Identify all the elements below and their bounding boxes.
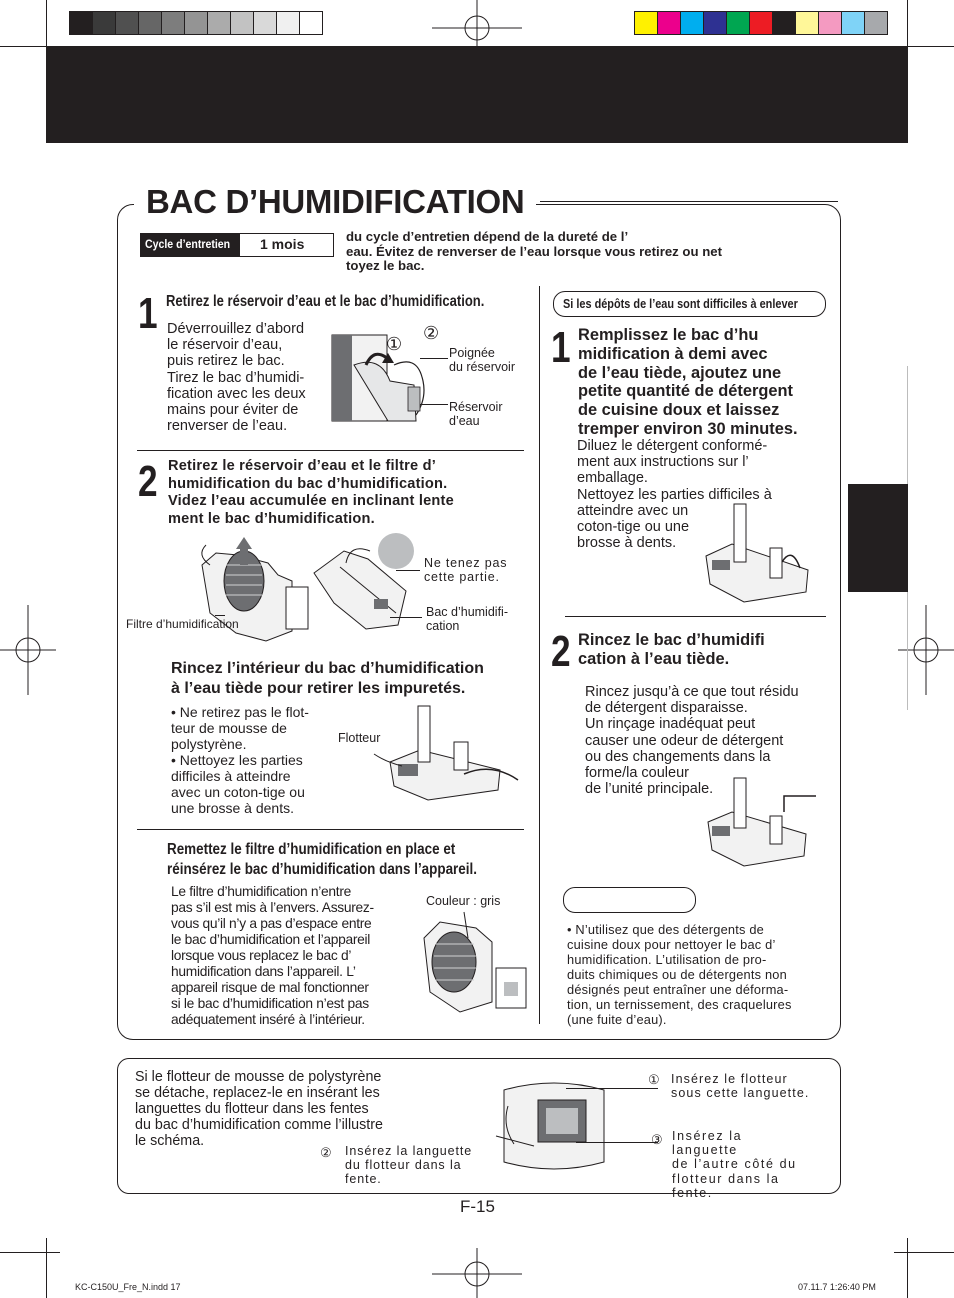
leader-line <box>396 570 420 571</box>
crop-mark <box>894 1252 954 1253</box>
leader-line <box>215 615 225 616</box>
right-step1-title: Remplissez le bac d’hu midification à demi avec de l’eau tiède, ajoutez une petite quantité de détergent de cuisine doux et laissez tremper environ 30 minutes. <box>578 326 798 438</box>
print-date: 07.11.7 1:26:40 PM <box>798 1282 876 1292</box>
label-do-not-hold: Ne tenez pas cette partie. <box>424 556 508 584</box>
step4-body: Le filtre d’humidification n’entre pas s’il est mis à l’envers. Assurez- vous qu’il n’y a pas d’espace entre le bac d’humidification et l’appareil lorsque vous replacez le bac d’ humidification dans l’appareil. L’ appareil risque de mal fonctionner si le bac d’humidification n’est pas adéquatement inséré à l’intérieur. <box>171 884 374 1027</box>
leader-line <box>390 617 422 618</box>
crop-mark <box>46 1238 47 1298</box>
color-swatch <box>657 11 681 35</box>
float-box-body: Si le flotteur de mousse de polystyrène se détache, replacez-le en insérant les languettes du flotteur dans les fentes du bac d’humidification comme l’illustre le schéma. <box>135 1069 383 1149</box>
step-number: 1 <box>551 323 571 372</box>
label-humidifying-filter: Filtre d’humidification <box>126 617 239 631</box>
section-rule <box>137 829 524 830</box>
float-marker-1: ① <box>648 1072 660 1087</box>
step4-illustration <box>420 908 532 1016</box>
color-swatch <box>864 11 888 35</box>
color-swatch <box>276 11 300 35</box>
color-swatch <box>772 11 796 35</box>
step2-title: Retirez le réservoir d’eau et le filtre d’ humidification du bac d’humidification. Videz l’eau accumulée en inclinant lente ment le bac d’humidification. <box>168 458 454 527</box>
side-tab <box>848 484 908 592</box>
page-title: BAC D’HUMIDIFICATION <box>146 183 525 220</box>
label-float: Flotteur <box>338 731 381 745</box>
float-step-2: Insérez la languette du flotteur dans la fente. <box>345 1144 473 1187</box>
color-swatch <box>115 11 139 35</box>
registration-mark-left <box>0 605 56 695</box>
color-swatch <box>841 11 865 35</box>
crop-mark <box>907 1238 908 1298</box>
right-step1-illustration <box>700 500 816 606</box>
color-swatch <box>69 11 93 35</box>
color-swatch <box>138 11 162 35</box>
color-calibration-bar <box>634 11 887 35</box>
note-text: • N’utilisez que des détergents de cuisine doux pour nettoyer le bac d’ humidification. L’utilisation de pro- duits chimiques ou de détergents non désignés peut entraîner une déforma- tion, un ternissement, des craquelures (une fuite d’eau). <box>567 922 792 1027</box>
color-swatch <box>207 11 231 35</box>
column-divider <box>539 286 540 1024</box>
color-swatch <box>795 11 819 35</box>
color-swatch <box>749 11 773 35</box>
right-step1-body: Diluez le détergent conformé- ment aux instructions sur l’ emballage. Nettoyez les parties difficiles à atteindre avec un coton-tige ou une brosse à dents. <box>577 438 772 552</box>
crop-mark <box>0 1252 60 1253</box>
step3-title: Rincez l’intérieur du bac d’humidification à l’eau tiède pour retirer les impuretés. <box>171 660 484 697</box>
leader-line <box>420 358 448 359</box>
label-humidifying-tray: Bac d’humidifi- cation <box>426 605 508 633</box>
color-swatch <box>299 11 323 35</box>
registration-mark-bottom <box>432 1248 522 1298</box>
float-box-illustration <box>494 1066 610 1178</box>
color-swatch <box>703 11 727 35</box>
color-swatch <box>184 11 208 35</box>
step3-bullet: • Nettoyez les parties difficiles à atteindre avec un coton-tige ou une brosse à dents. <box>171 752 305 816</box>
right-step2-body: Rincez jusqu’à ce que tout résidu de détergent disparaisse. Un rinçage inadéquat peut causer une odeur de détergent ou des changements dans la forme/la couleur de l’unité principale. <box>585 684 799 798</box>
color-swatch <box>726 11 750 35</box>
file-name: KC-C150U_Fre_N.indd 17 <box>75 1282 181 1292</box>
color-swatch <box>92 11 116 35</box>
step-number: 2 <box>138 457 158 506</box>
label-tank-handle: Poignée du réservoir <box>449 346 515 374</box>
note-badge <box>563 887 696 913</box>
leader-line <box>566 1088 658 1089</box>
step1-body: Déverrouillez d’abord le réservoir d’eau, puis retirez le bac. Tirez le bac d’humidi- fication avec les deux mains pour éviter de renverser de l’eau. <box>167 321 306 435</box>
step3-bullet: • Ne retirez pas le flot- teur de mousse de polystyrène. <box>171 704 309 752</box>
title-rule <box>540 201 838 202</box>
float-step-1: Insérez le flotteur sous cette languette. <box>671 1072 810 1101</box>
step1-title: Retirez le réservoir d’eau et le bac d’humidification. <box>166 293 485 310</box>
section-rule <box>565 616 826 617</box>
step2-illustration-tray <box>310 533 426 633</box>
color-swatch <box>634 11 658 35</box>
color-swatch <box>161 11 185 35</box>
leader-line <box>576 1142 658 1143</box>
gray-calibration-bar <box>69 11 322 35</box>
header-banner <box>46 46 908 143</box>
cycle-label: Cycle d’entretien <box>145 237 231 251</box>
label-water-tank: Réservoir d’eau <box>449 400 503 428</box>
step3-illustration <box>372 702 524 802</box>
label-color-gray: Couleur : gris <box>426 894 501 908</box>
difficult-deposits-label: Si les dépôts de l’eau sont difficiles à enlever <box>563 296 798 311</box>
section-rule <box>137 450 524 451</box>
step-number: 1 <box>138 289 158 338</box>
float-step-3: Insérez la languette de l’autre côté du flotteur dans la fente. <box>672 1129 797 1200</box>
step4-title: Remettez le filtre d’humidification en place et réinsérez le bac d’humidification dans l’appareil. <box>167 841 477 878</box>
step-number: 2 <box>551 627 571 676</box>
step1-marker-2: ② <box>423 323 440 343</box>
right-step2-title: Rincez le bac d’humidifi cation à l’eau tiède. <box>578 631 765 668</box>
intro-text: du cycle d’entretien dépend de la dureté de l’ eau. Évitez de renverser de l’eau lorsque vous retirez ou net toyez le bac. <box>346 229 722 273</box>
right-step2-illustration <box>704 776 820 870</box>
float-marker-2: ② <box>320 1145 332 1160</box>
page-number: F-15 <box>460 1197 495 1216</box>
color-swatch <box>253 11 277 35</box>
cycle-value: 1 mois <box>260 236 305 252</box>
leader-line <box>420 404 448 405</box>
step1-marker-1: ① <box>386 334 403 354</box>
color-swatch <box>818 11 842 35</box>
color-swatch <box>680 11 704 35</box>
color-swatch <box>230 11 254 35</box>
float-marker-3: ③ <box>651 1132 663 1147</box>
